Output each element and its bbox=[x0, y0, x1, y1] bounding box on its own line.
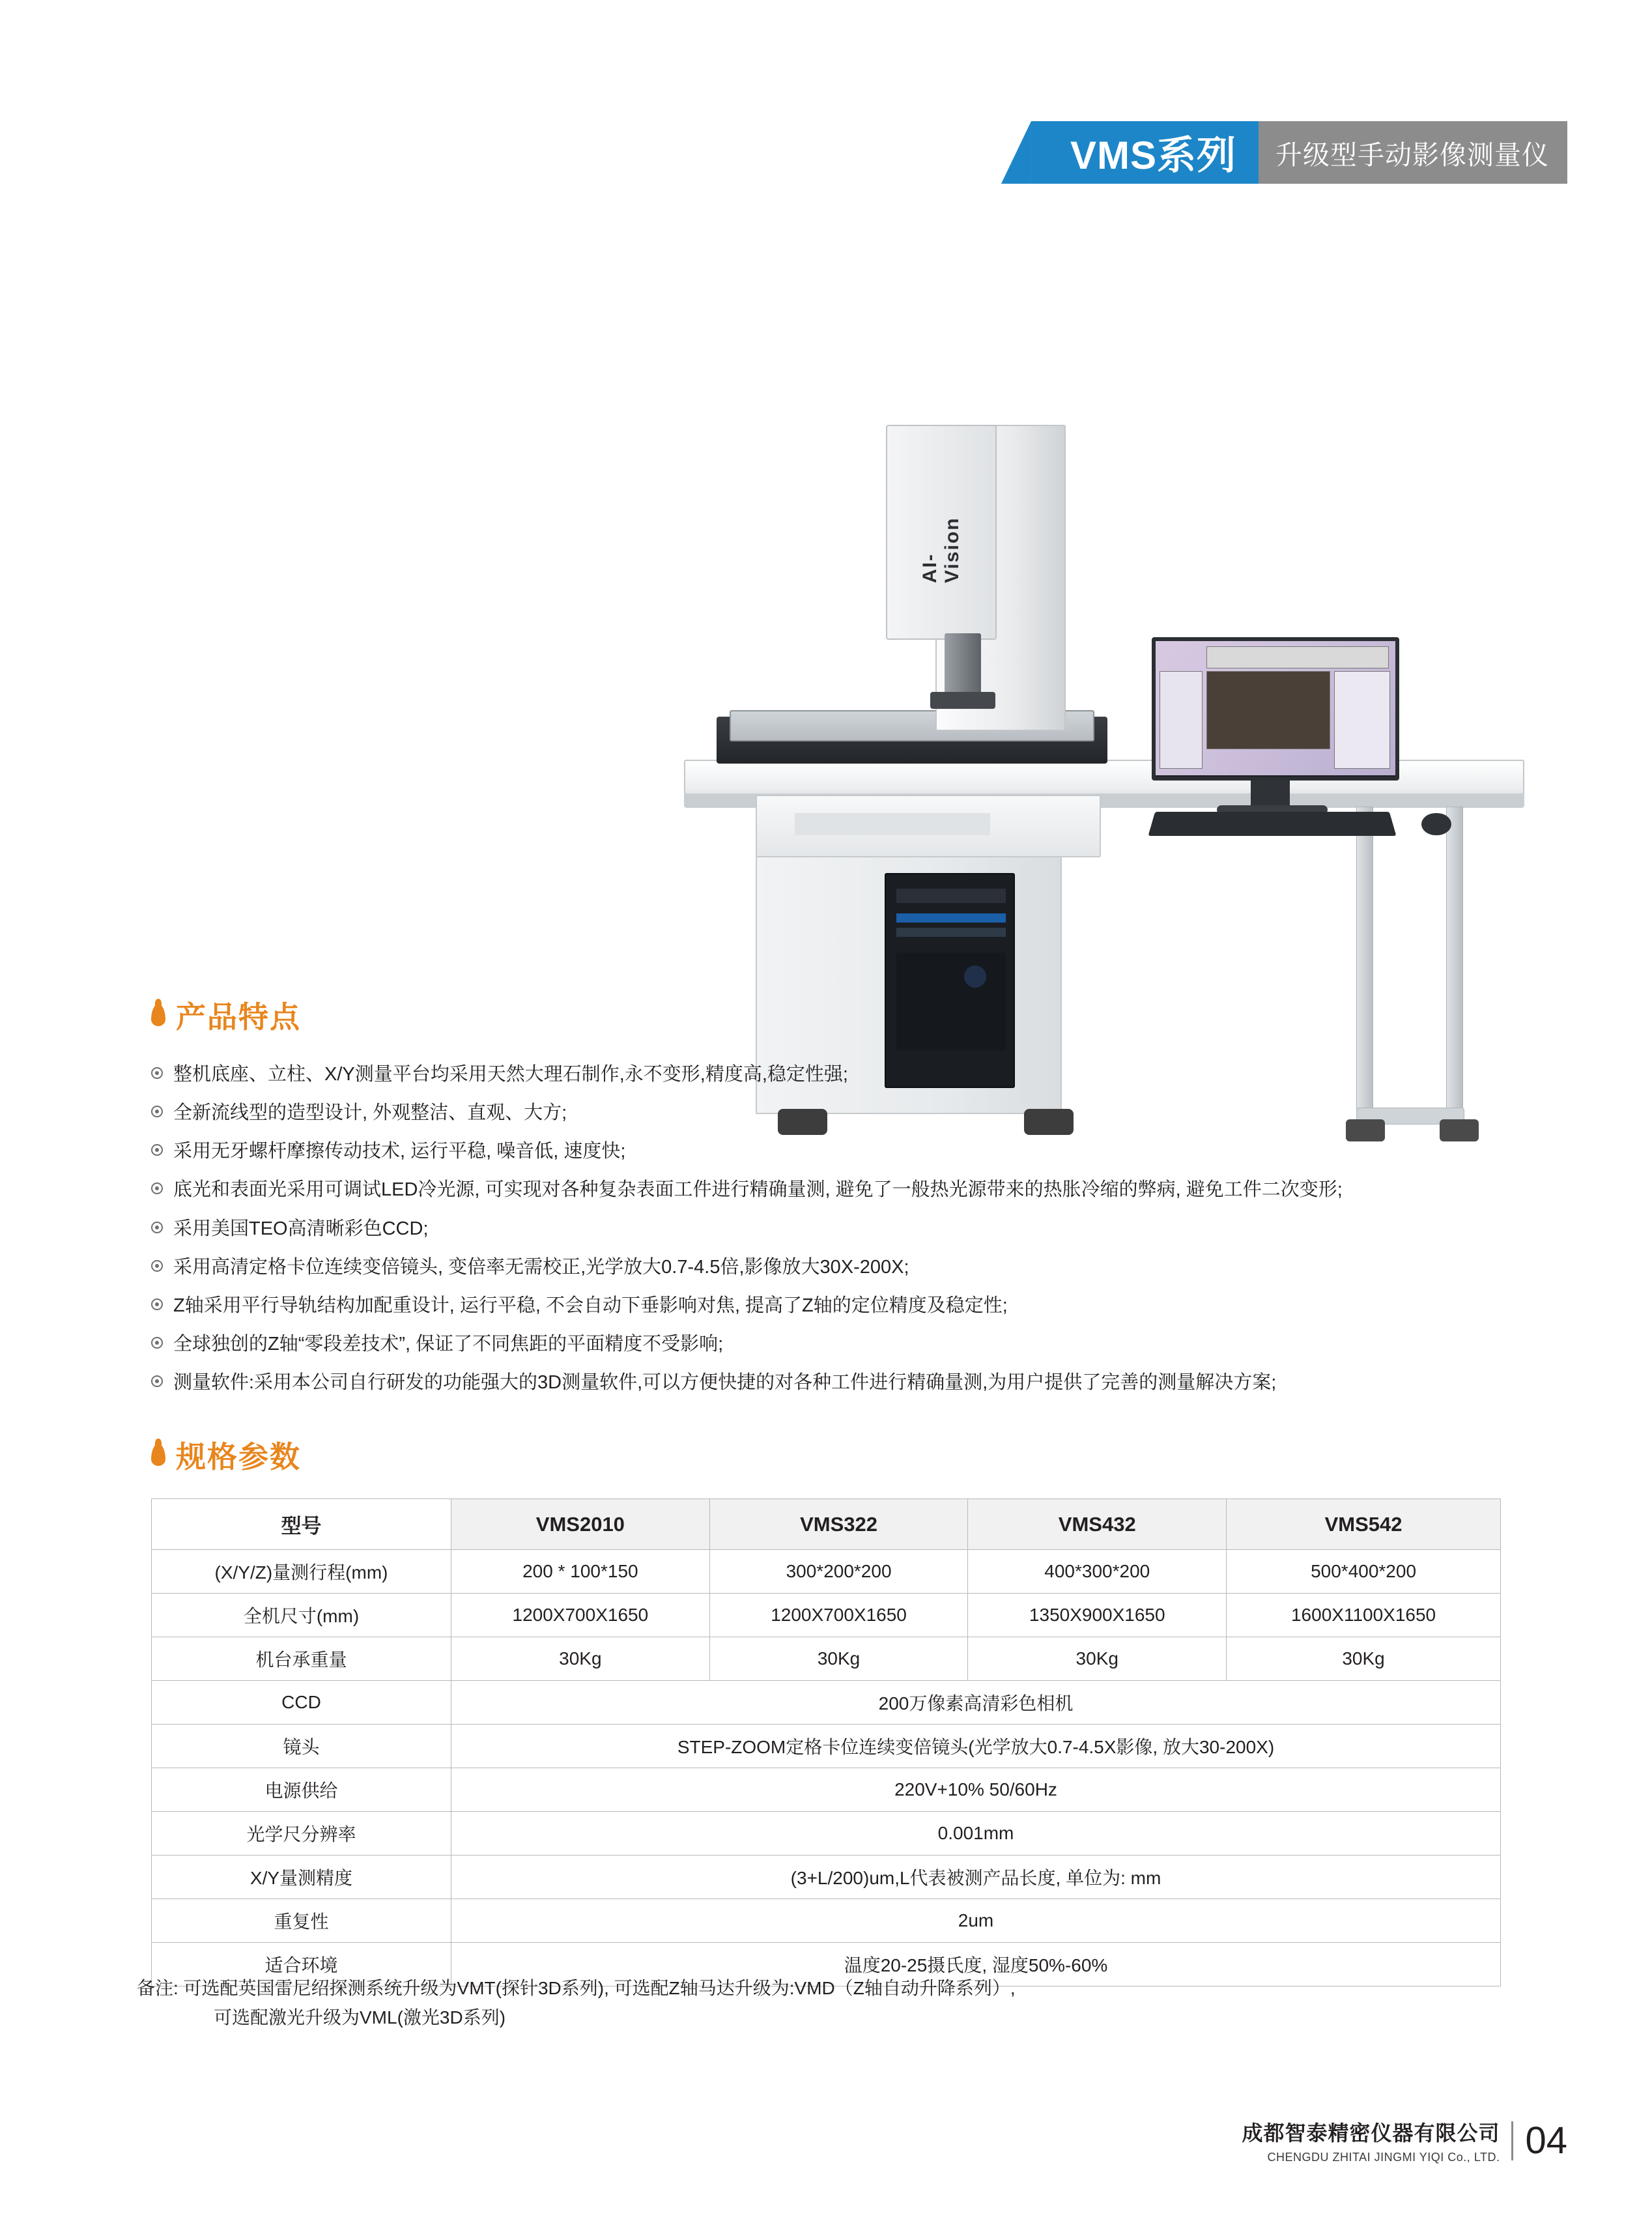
list-item bbox=[151, 1293, 1558, 1319]
footer-company-cn: 成都智泰精密仪器有限公司 bbox=[1242, 2121, 1500, 2145]
table-row bbox=[152, 1899, 1501, 1943]
software-image-view bbox=[1206, 671, 1330, 749]
software-right-panel bbox=[1334, 671, 1390, 769]
list-item bbox=[151, 1332, 1558, 1357]
note-line-1: 备注: 可选配英国雷尼绍探测系统升级为VMT(探针3D系列), 可选配Z轴马达升级为:VMD（Z轴自动升降系列）, bbox=[137, 1978, 1016, 1998]
column-header: VMS2010 bbox=[451, 1499, 710, 1550]
table-cell: 220V+10% 50/60Hz bbox=[451, 1768, 1501, 1812]
feature-text: 采用无牙螺杆摩擦传动技术, 运行平稳, 噪音低, 速度快; bbox=[173, 1141, 626, 1162]
tower-panel-gray bbox=[896, 928, 1006, 937]
table-cell: 30Kg bbox=[451, 1637, 710, 1681]
table-row bbox=[152, 1637, 1501, 1681]
software-left-panel bbox=[1160, 671, 1203, 769]
list-item bbox=[151, 1177, 1558, 1203]
list-item bbox=[151, 1100, 1558, 1126]
feature-text: 采用高清定格卡位连续变倍镜头, 变倍率无需校正,光学放大0.7-4.5倍,影像放大30X-200X; bbox=[173, 1256, 909, 1278]
table-cell: 300*200*200 bbox=[709, 1550, 968, 1594]
table-cell: 1200X700X1650 bbox=[451, 1594, 710, 1637]
specs-section-title bbox=[151, 1433, 301, 1476]
table-row bbox=[152, 1681, 1501, 1725]
bullet-icon bbox=[151, 1222, 163, 1233]
table-row bbox=[152, 1812, 1501, 1856]
table-cell: 200 * 100*150 bbox=[451, 1550, 710, 1594]
table-row bbox=[152, 1594, 1501, 1637]
table-cell: 30Kg bbox=[1227, 1637, 1501, 1681]
row-label: CCD bbox=[152, 1681, 451, 1725]
row-label: 机台承重量 bbox=[152, 1637, 451, 1681]
row-label: 全机尺寸(mm) bbox=[152, 1594, 451, 1637]
feature-text: 采用美国TEO高清晰彩色CCD; bbox=[173, 1218, 429, 1239]
feature-text: 测量软件:采用本公司自行研发的功能强大的3D测量软件,可以方便快捷的对各种工件进行精确量测,为用户提供了完善的测量解决方案; bbox=[173, 1372, 1277, 1394]
bullet-icon bbox=[151, 1375, 163, 1387]
feature-text: 整机底座、立柱、X/Y测量平台均采用天然大理石制作,永不变形,精度高,稳定性强; bbox=[173, 1064, 848, 1085]
features-section-title-text: 产品特点 bbox=[176, 1000, 301, 1034]
row-label: 镜头 bbox=[152, 1725, 451, 1768]
table-row bbox=[152, 1550, 1501, 1594]
table-cell: STEP-ZOOM定格卡位连续变倍镜头(光学放大0.7-4.5X影像, 放大30-200X) bbox=[451, 1725, 1501, 1768]
row-label: (X/Y/Z)量测行程(mm) bbox=[152, 1550, 451, 1594]
bullet-icon bbox=[151, 1067, 163, 1079]
flame-icon bbox=[151, 1444, 165, 1466]
keyboard bbox=[1148, 812, 1396, 836]
product-photo bbox=[339, 195, 1355, 971]
monitor-screen bbox=[1156, 641, 1395, 775]
bullet-icon bbox=[151, 1106, 163, 1117]
table-note bbox=[137, 1974, 1016, 2033]
row-label: 光学尺分辨率 bbox=[152, 1812, 451, 1856]
tower-vent-grill bbox=[896, 953, 1006, 1050]
flame-icon bbox=[151, 1004, 165, 1026]
column-header: VMS432 bbox=[968, 1499, 1227, 1550]
table-cell: 400*300*200 bbox=[968, 1550, 1227, 1594]
list-item bbox=[151, 1139, 1558, 1164]
table-cell: 温度20-25摄氏度, 湿度50%-60% bbox=[451, 1943, 1501, 1986]
table-cell: 0.001mm bbox=[451, 1812, 1501, 1856]
banner-series-label: VMS系列 bbox=[1031, 121, 1259, 184]
table-cell: 30Kg bbox=[968, 1637, 1227, 1681]
features-section-title bbox=[151, 994, 301, 1037]
footer-divider bbox=[1511, 2121, 1513, 2160]
bullet-icon bbox=[151, 1337, 163, 1349]
table-header-row bbox=[152, 1499, 1501, 1550]
lens-light-ring bbox=[930, 692, 995, 709]
bullet-icon bbox=[151, 1260, 163, 1272]
table-cell: 200万像素高清彩色相机 bbox=[451, 1681, 1501, 1725]
row-label: 重复性 bbox=[152, 1899, 451, 1943]
tower-panel-blue bbox=[896, 913, 1006, 923]
table-cell: (3+L/200)um,L代表被测产品长度, 单位为: mm bbox=[451, 1856, 1501, 1899]
mouse bbox=[1421, 813, 1451, 835]
footer bbox=[1242, 2117, 1567, 2164]
list-item bbox=[151, 1255, 1558, 1280]
table-row bbox=[152, 1725, 1501, 1768]
feature-text: Z轴采用平行导轨结构加配重设计, 运行平稳, 不会自动下垂影响对焦, 提高了Z轴的定位精度及稳定性; bbox=[173, 1295, 1008, 1316]
table-cell: 500*400*200 bbox=[1227, 1550, 1501, 1594]
row-label: X/Y量测精度 bbox=[152, 1856, 451, 1899]
column-header: VMS542 bbox=[1227, 1499, 1501, 1550]
table-cell: 2um bbox=[451, 1899, 1501, 1943]
table-row bbox=[152, 1856, 1501, 1899]
software-toolbar bbox=[1206, 646, 1389, 668]
footer-company bbox=[1242, 2117, 1500, 2164]
footer-company-en: CHENGDU ZHITAI JINGMI YIQI Co., LTD. bbox=[1267, 2151, 1500, 2164]
specs-section-title-text: 规格参数 bbox=[176, 1440, 301, 1474]
row-label: 电源供给 bbox=[152, 1768, 451, 1812]
page-number: 04 bbox=[1525, 2119, 1567, 2162]
table-row bbox=[152, 1768, 1501, 1812]
table-cell: 30Kg bbox=[709, 1637, 968, 1681]
bullet-icon bbox=[151, 1298, 163, 1310]
machine-brand-logo: AI-Vision bbox=[919, 517, 963, 583]
feature-text: 全新流线型的造型设计, 外观整洁、直观、大方; bbox=[173, 1102, 567, 1124]
feature-text: 全球独创的Z轴“零段差技术”, 保证了不同焦距的平面精度不受影响; bbox=[173, 1333, 724, 1354]
tower-power-button bbox=[964, 966, 986, 988]
list-item bbox=[151, 1216, 1558, 1242]
bullet-icon bbox=[151, 1144, 163, 1156]
feature-text: 底光和表面光采用可调试LED冷光源, 可实现对各种复杂表面工件进行精确量测, 避免了一般热光源带来的热胀冷缩的弊病, 避免工件二次变形; bbox=[173, 1179, 1343, 1201]
list-item bbox=[151, 1062, 1558, 1087]
note-line-2: 可选配激光升级为VML(激光3D系列) bbox=[214, 2007, 506, 2028]
bullet-icon bbox=[151, 1182, 163, 1194]
row-label: 适合环境 bbox=[152, 1943, 451, 1986]
header-banner bbox=[1031, 121, 1567, 184]
column-header: 型号 bbox=[152, 1499, 451, 1550]
banner-subtitle-label: 升级型手动影像测量仪 bbox=[1259, 121, 1567, 184]
column-header: VMS322 bbox=[709, 1499, 968, 1550]
tower-drive-bay bbox=[896, 889, 1006, 903]
table-cell: 1600X1100X1650 bbox=[1227, 1594, 1501, 1637]
table-cell: 1200X700X1650 bbox=[709, 1594, 968, 1637]
table-cell: 1350X900X1650 bbox=[968, 1594, 1227, 1637]
features-list bbox=[151, 1062, 1558, 1409]
spec-table bbox=[151, 1498, 1501, 1986]
list-item bbox=[151, 1370, 1558, 1396]
computer-tower bbox=[885, 873, 1015, 1088]
machine-base-label-plate bbox=[795, 813, 990, 835]
